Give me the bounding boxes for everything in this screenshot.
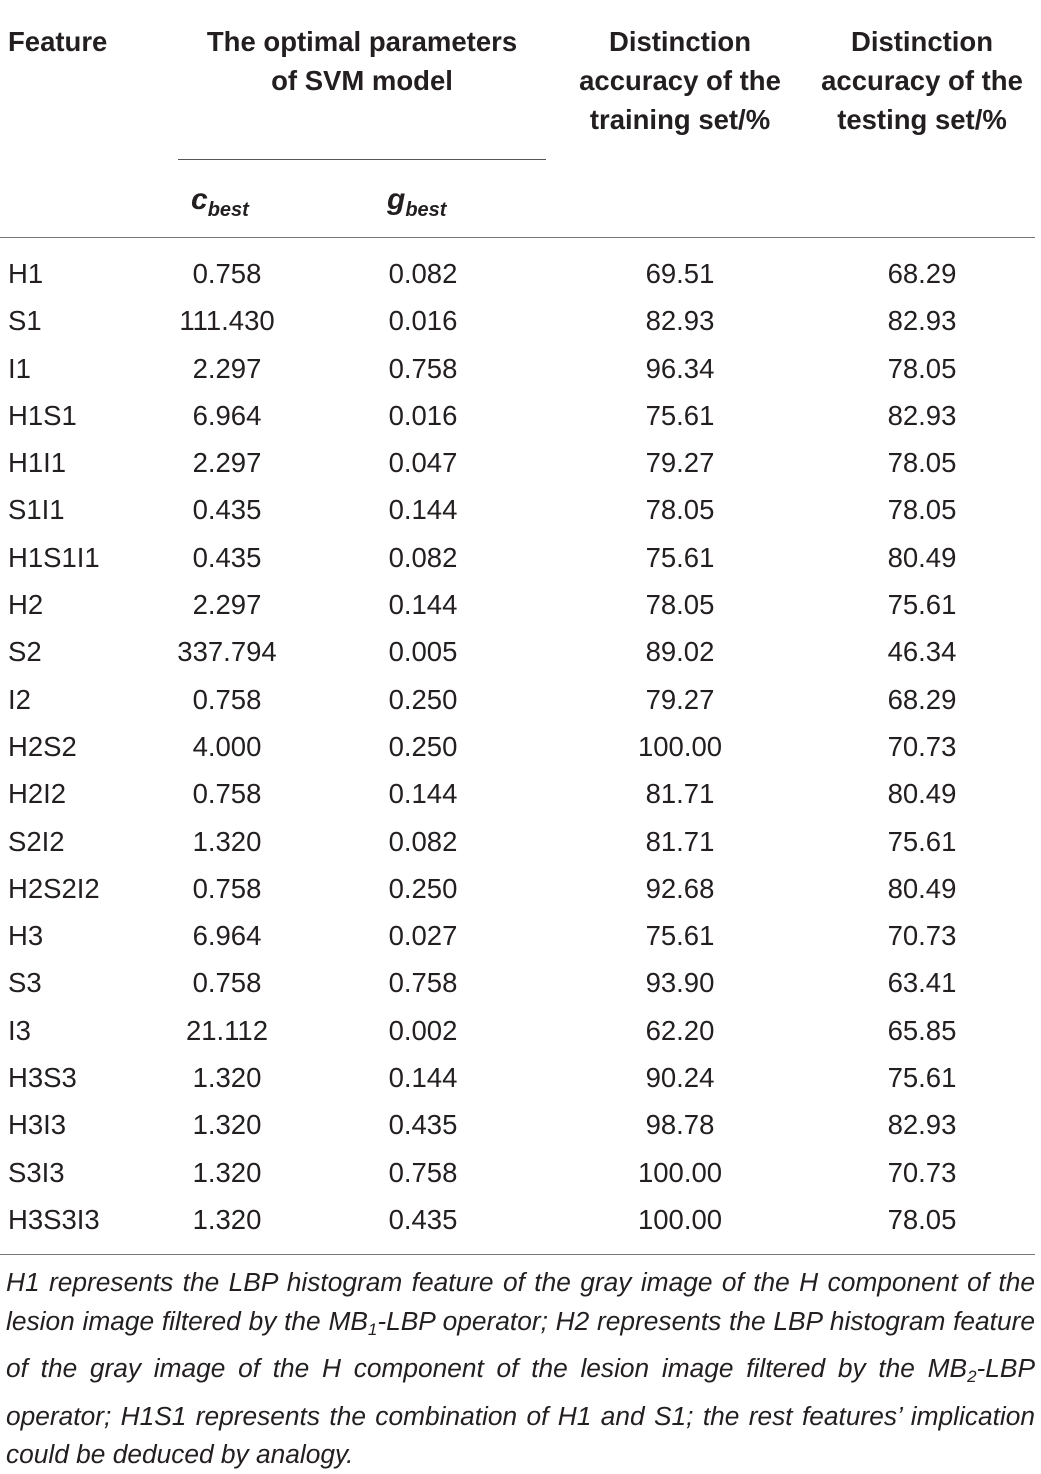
table-footnote: H1 represents the LBP histogram feature of the gray image of the H component of the lesion image filtered by the $MB_1$-LBP operator; H2 represents the LBP histogram feature of the gray image of the H component of the lesion image filtered by the $MB_2$-LBP operator; H1S1 represents the combination of H1 and S1; the rest features’ implication could be deduced by analogy. bbox=[6, 1267, 1035, 1470]
testing-accuracy-cell: 82.93 bbox=[887, 1109, 957, 1141]
training-accuracy-cell: 96.34 bbox=[645, 352, 715, 384]
feature-cell: S3 bbox=[8, 967, 42, 999]
feature-cell: H3S3 bbox=[8, 1062, 77, 1094]
table-row bbox=[0, 534, 1041, 581]
testing-accuracy-cell: 63.41 bbox=[887, 967, 957, 999]
c-best-cell: 6.964 bbox=[192, 920, 262, 952]
training-accuracy-cell: 62.20 bbox=[645, 1014, 715, 1046]
table-bottom-rule bbox=[0, 1254, 1035, 1255]
training-accuracy-cell: 98.78 bbox=[645, 1109, 715, 1141]
c-best-cell: 337.794 bbox=[177, 636, 277, 668]
table-row bbox=[0, 1101, 1041, 1148]
training-accuracy-cell: 100.00 bbox=[637, 1203, 723, 1235]
feature-cell: I2 bbox=[8, 683, 31, 715]
g-best-cell: 0.027 bbox=[388, 920, 458, 952]
g-best-cell: 0.002 bbox=[388, 1014, 458, 1046]
testing-accuracy-cell: 82.93 bbox=[887, 305, 957, 337]
feature-cell: H3S3I3 bbox=[8, 1203, 100, 1235]
g-best-cell: 0.435 bbox=[388, 1203, 458, 1235]
header-testing-accuracy: Distinction accuracy of the testing set/% bbox=[821, 26, 1023, 135]
feature-cell: S1 bbox=[8, 305, 42, 337]
g-best-cell: 0.250 bbox=[388, 683, 458, 715]
table-row bbox=[0, 392, 1041, 439]
feature-cell: H1I1 bbox=[8, 447, 67, 479]
g-best-cell: 0.758 bbox=[388, 967, 458, 999]
c-best-cell: 0.758 bbox=[192, 778, 262, 810]
g-best-cell: 0.435 bbox=[388, 1109, 458, 1141]
feature-cell: S2I2 bbox=[8, 825, 65, 857]
training-accuracy-cell: 78.05 bbox=[645, 494, 715, 526]
training-accuracy-cell: 100.00 bbox=[637, 1156, 723, 1188]
g-best-cell: 0.005 bbox=[388, 636, 458, 668]
table-row bbox=[0, 1054, 1041, 1101]
feature-cell: H2 bbox=[8, 589, 44, 621]
g-best-cell: 0.758 bbox=[388, 1156, 458, 1188]
c-best-cell: 6.964 bbox=[192, 399, 262, 431]
g-best-cell: 0.016 bbox=[388, 305, 458, 337]
training-accuracy-cell: 79.27 bbox=[645, 447, 715, 479]
table-row bbox=[0, 1149, 1041, 1196]
testing-accuracy-cell: 75.61 bbox=[887, 1062, 957, 1094]
table-row bbox=[0, 770, 1041, 817]
training-accuracy-cell: 75.61 bbox=[645, 920, 715, 952]
feature-cell: I1 bbox=[8, 352, 31, 384]
testing-accuracy-cell: 80.49 bbox=[887, 541, 957, 573]
g-best-cell: 0.082 bbox=[388, 258, 458, 289]
c-best-cell: 21.112 bbox=[185, 1014, 269, 1046]
header-bottom-rule bbox=[0, 237, 1035, 238]
testing-accuracy-cell: 70.73 bbox=[887, 920, 957, 952]
header-feature: Feature bbox=[8, 26, 108, 57]
c-best-cell: 0.758 bbox=[192, 872, 262, 904]
c-best-cell: 111.430 bbox=[179, 305, 275, 337]
subheader-c-best: $c_{best}$ bbox=[191, 183, 249, 221]
testing-accuracy-cell: 78.05 bbox=[887, 352, 957, 384]
feature-cell: H2S2 bbox=[8, 730, 77, 762]
training-accuracy-cell: 100.00 bbox=[637, 730, 723, 762]
table-row bbox=[0, 581, 1041, 628]
c-best-cell: 2.297 bbox=[192, 589, 262, 621]
testing-accuracy-cell: 68.29 bbox=[887, 683, 957, 715]
feature-cell: S2 bbox=[8, 636, 42, 668]
table-row bbox=[0, 912, 1041, 959]
testing-accuracy-cell: 68.29 bbox=[887, 258, 957, 289]
table-row bbox=[0, 345, 1041, 392]
c-best-cell: 4.000 bbox=[192, 730, 262, 762]
training-accuracy-cell: 81.71 bbox=[645, 825, 715, 857]
c-best-cell: 0.435 bbox=[192, 541, 262, 573]
training-accuracy-cell: 89.02 bbox=[645, 636, 715, 668]
testing-accuracy-cell: 70.73 bbox=[887, 1156, 957, 1188]
table-row bbox=[0, 297, 1041, 344]
table-row bbox=[0, 486, 1041, 533]
c-best-cell: 1.320 bbox=[192, 825, 262, 857]
g-best-cell: 0.016 bbox=[388, 399, 458, 431]
training-accuracy-cell: 75.61 bbox=[645, 541, 715, 573]
c-best-cell: 2.297 bbox=[192, 352, 262, 384]
subheader-divider bbox=[178, 159, 546, 160]
g-best-cell: 0.758 bbox=[388, 352, 458, 384]
g-best-cell: 0.250 bbox=[388, 730, 458, 762]
testing-accuracy-cell: 78.05 bbox=[887, 1203, 957, 1235]
testing-accuracy-cell: 46.34 bbox=[887, 636, 957, 668]
g-best-cell: 0.144 bbox=[388, 494, 458, 526]
g-best-cell: 0.144 bbox=[388, 1062, 458, 1094]
training-accuracy-cell: 78.05 bbox=[645, 589, 715, 621]
testing-accuracy-cell: 65.85 bbox=[887, 1014, 957, 1046]
testing-accuracy-cell: 80.49 bbox=[887, 872, 957, 904]
feature-cell: H1 bbox=[8, 258, 44, 289]
c-best-cell: 0.435 bbox=[192, 494, 262, 526]
c-best-cell: 1.320 bbox=[192, 1156, 262, 1188]
feature-cell: S1I1 bbox=[8, 494, 65, 526]
training-accuracy-cell: 93.90 bbox=[645, 967, 715, 999]
table-row bbox=[0, 1196, 1041, 1243]
c-best-cell: 1.320 bbox=[192, 1062, 262, 1094]
training-accuracy-cell: 69.51 bbox=[645, 258, 715, 289]
c-best-cell: 0.758 bbox=[192, 967, 262, 999]
c-best-cell: 2.297 bbox=[192, 447, 262, 479]
testing-accuracy-cell: 80.49 bbox=[887, 778, 957, 810]
g-best-cell: 0.082 bbox=[388, 825, 458, 857]
training-accuracy-cell: 79.27 bbox=[645, 683, 715, 715]
testing-accuracy-cell: 82.93 bbox=[887, 399, 957, 431]
feature-cell: I3 bbox=[8, 1014, 31, 1046]
table-row bbox=[0, 959, 1041, 1006]
feature-cell: H1S1 bbox=[8, 399, 77, 431]
c-best-cell: 0.758 bbox=[192, 683, 262, 715]
table-row bbox=[0, 250, 1041, 297]
g-best-cell: 0.082 bbox=[388, 541, 458, 573]
table-row bbox=[0, 865, 1041, 912]
feature-cell: S3I3 bbox=[8, 1156, 65, 1188]
feature-cell: H1S1I1 bbox=[8, 541, 100, 573]
g-best-cell: 0.144 bbox=[388, 589, 458, 621]
training-accuracy-cell: 81.71 bbox=[645, 778, 715, 810]
feature-cell: H2S2I2 bbox=[8, 872, 100, 904]
g-best-cell: 0.047 bbox=[388, 447, 458, 479]
header-training-accuracy: Distinction accuracy of the training set/% bbox=[579, 26, 781, 135]
feature-cell: H3I3 bbox=[8, 1109, 67, 1141]
c-best-cell: 0.758 bbox=[192, 258, 262, 289]
g-best-cell: 0.250 bbox=[388, 872, 458, 904]
testing-accuracy-cell: 78.05 bbox=[887, 447, 957, 479]
table-row bbox=[0, 676, 1041, 723]
testing-accuracy-cell: 75.61 bbox=[887, 825, 957, 857]
table-row bbox=[0, 628, 1041, 675]
table-row bbox=[0, 439, 1041, 486]
table-header bbox=[0, 22, 1041, 142]
testing-accuracy-cell: 78.05 bbox=[887, 494, 957, 526]
table-row bbox=[0, 1007, 1041, 1054]
subheader-g-best: $g_{best}$ bbox=[387, 183, 447, 221]
c-best-cell: 1.320 bbox=[192, 1203, 262, 1235]
table-row bbox=[0, 818, 1041, 865]
training-accuracy-cell: 92.68 bbox=[645, 872, 715, 904]
header-optimal-parameters: The optimal parameters of SVM model bbox=[206, 26, 518, 96]
feature-cell: H2I2 bbox=[8, 778, 67, 810]
table-body bbox=[0, 250, 1041, 1243]
g-best-cell: 0.144 bbox=[388, 778, 458, 810]
training-accuracy-cell: 82.93 bbox=[645, 305, 715, 337]
feature-cell: H3 bbox=[8, 920, 44, 952]
training-accuracy-cell: 75.61 bbox=[645, 399, 715, 431]
table-row bbox=[0, 723, 1041, 770]
testing-accuracy-cell: 75.61 bbox=[887, 589, 957, 621]
testing-accuracy-cell: 70.73 bbox=[887, 730, 957, 762]
training-accuracy-cell: 90.24 bbox=[645, 1062, 715, 1094]
c-best-cell: 1.320 bbox=[192, 1109, 262, 1141]
